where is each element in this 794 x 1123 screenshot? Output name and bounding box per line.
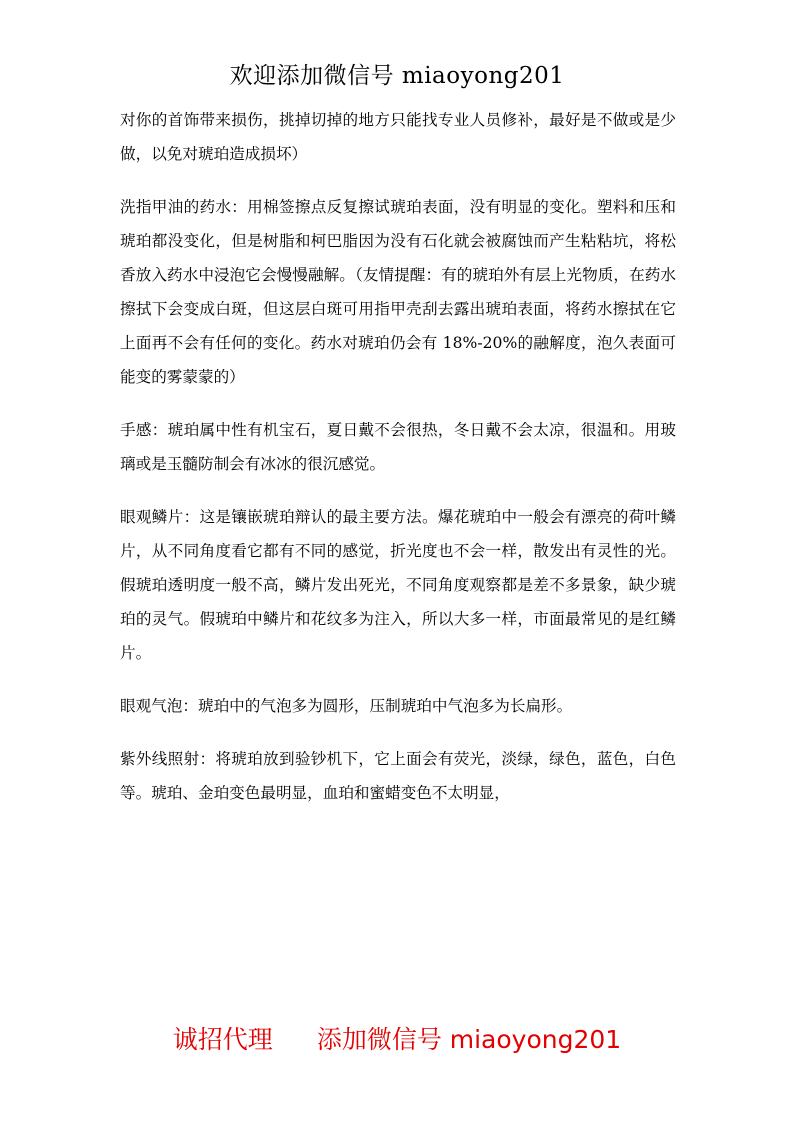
paragraph: 手感：琥珀属中性有机宝石，夏日戴不会很热，冬日戴不会太凉，很温和。用玻璃或是玉髓防制会有冰冰的很沉感觉。 <box>120 421 676 473</box>
footer-recruit-text: 诚招代理 <box>172 1025 273 1054</box>
paragraph: 洗指甲油的药水：用棉签擦点反复擦试琥珀表面，没有明显的变化。塑料和压和琥珀都没变化，但是树脂和柯巴脂因为没有石化就会被腐蚀而产生粘粘坑，将松香放入药水中浸泡它会慢慢融解。（友情提醒：有的琥珀外有层上光物质，在药水擦拭下会变成白斑，但这层白斑可用指甲壳刮去露出琥珀表面，将药水擦拭在它上面再不会有任何的变化。药水对琥珀仍会有 18%-20%的融解度，泡久表面可能变的雾蒙蒙的） <box>120 198 676 386</box>
page-footer <box>0 1022 794 1058</box>
paragraph: 紫外线照射：将琥珀放到验钞机下，它上面会有荧光，淡绿，绿色，蓝色，白色等。琥珀、金珀变色最明显，血珀和蜜蜡变色不太明显， <box>120 750 676 802</box>
paragraph: 眼观气泡：琥珀中的气泡多为圆形，压制琥珀中气泡多为长扁形。 <box>120 697 573 715</box>
paragraph: 对你的首饰带来损伤，挑掉切掉的地方只能找专业人员修补，最好是不做或是少做，以免对琥珀造成损坏） <box>120 111 676 163</box>
paragraph: 眼观鳞片：这是镶嵌琥珀辩认的最主要方法。爆花琥珀中一般会有漂亮的荷叶鳞片，从不同角度看它都有不同的感觉，折光度也不会一样，散发出有灵性的光。假琥珀透明度一般不高，鳞片发出死光，不同角度观察都是差不多景象，缺少琥珀的灵气。假琥珀中鳞片和花纹多为注入，所以大多一样，市面最常见的是红鳞片。 <box>120 508 676 662</box>
document-body <box>120 103 676 829</box>
header-title: 欢迎添加微信号 miaoyong201 <box>229 63 565 89</box>
page-header <box>0 60 794 92</box>
footer-wechat-text: 添加微信号 miaoyong201 <box>316 1025 622 1054</box>
